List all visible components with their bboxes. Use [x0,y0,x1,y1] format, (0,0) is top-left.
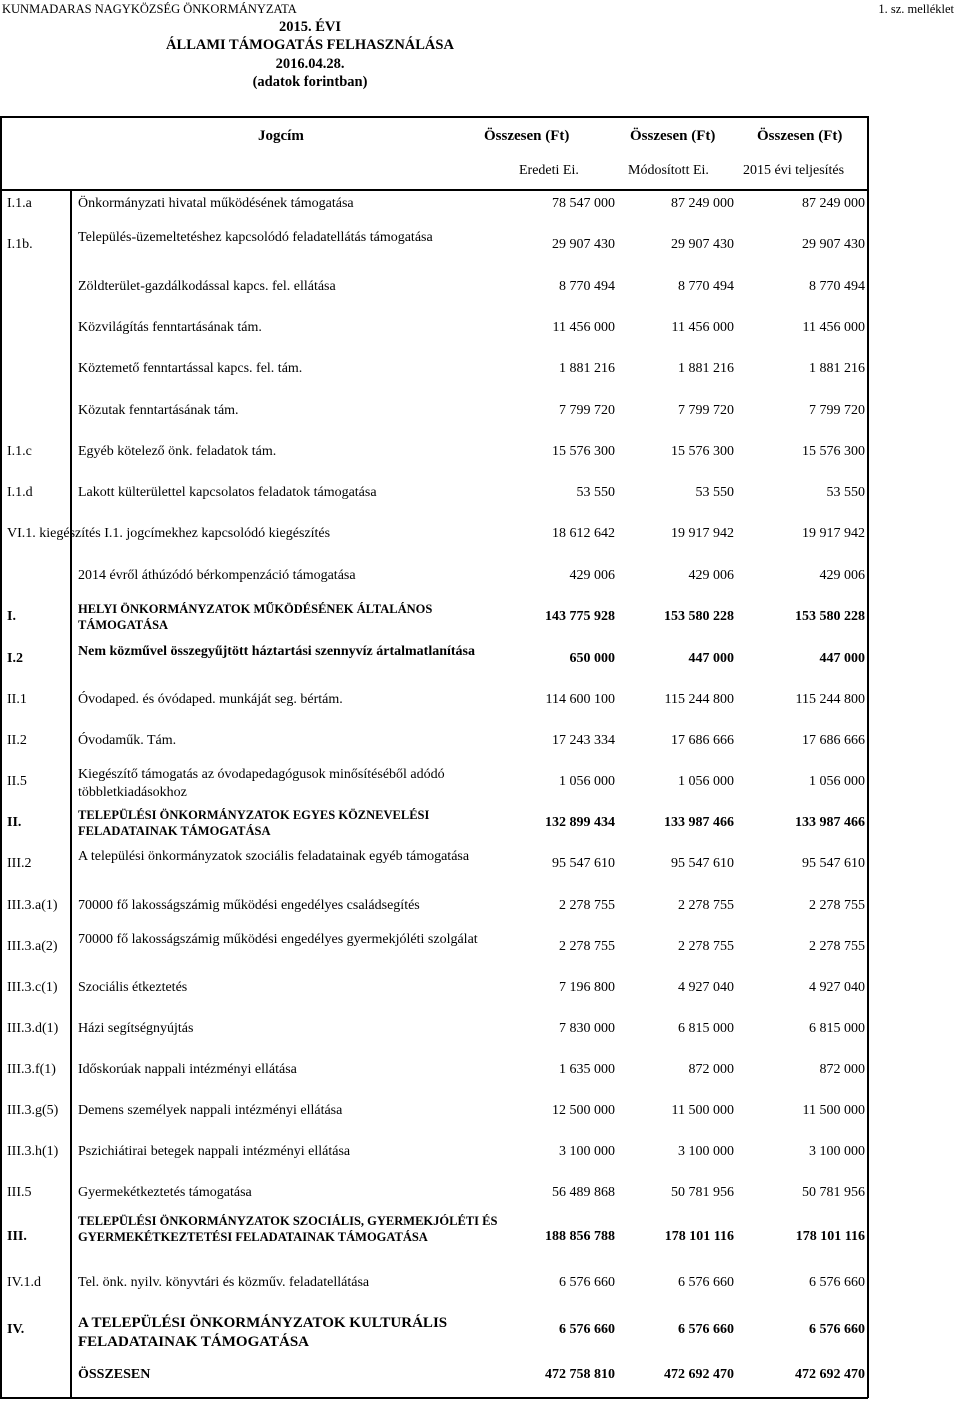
table-top-border [0,116,868,118]
row-value-v2: 6 576 660 [678,1275,734,1290]
row-value-v2: 1 881 216 [678,361,734,376]
row-name: Nem közművel összegyűjtött háztartási szennyvíz ártalmatlanítása [78,644,475,659]
row-value-v2: 178 101 116 [664,1229,734,1244]
row-code: I.2 [7,651,23,666]
row-code: III.3.d(1) [7,1021,59,1036]
row-value-v1: 132 899 434 [545,815,615,830]
row-name: Pszichiátirai betegek nappali intézményi ellátása [78,1144,351,1159]
row-value-v3: 178 101 116 [795,1229,865,1244]
row-name: Óvodaped. és óvódaped. munkáját seg. bértám. [78,692,343,707]
row-code: III.3.c(1) [7,980,58,995]
row-name: TELEPÜLÉSI ÖNKORMÁNYZATOK SZOCIÁLIS, GYERMEKJÓLÉTI ÉS GYERMEKÉTKEZTETÉSI FELADATAINAK TÁMOGATÁSA [78,1214,498,1244]
title-line-1: 2015. ÉVI [278,19,342,35]
row-code: I.1b. [7,237,33,252]
row-name: Település-üzemeltetéshez kapcsolódó feladatellátás támogatása [78,230,433,245]
row-value-v2: 4 927 040 [678,980,734,995]
row-code: III.3.f(1) [7,1062,56,1077]
row-value-v2: 429 006 [688,568,734,583]
table-left-border [0,116,2,1398]
row-value-v3: 6 576 660 [809,1322,865,1337]
row-code: III.3.a(1) [7,898,58,913]
row-value-v3: 6 815 000 [809,1021,865,1036]
row-code: IV.1.d [7,1275,41,1290]
row-value-v3: 133 987 466 [795,815,865,830]
row-value-v1: 53 550 [576,485,615,500]
row-value-v2: 2 278 755 [678,939,734,954]
row-name: ÖSSZESEN [78,1367,151,1382]
row-name: Óvodaműk. Tám. [78,733,177,748]
row-value-v2: 17 686 666 [671,733,734,748]
row-value-v3: 17 686 666 [802,733,865,748]
row-code: III.3.g(5) [7,1103,59,1118]
row-value-v2: 153 580 228 [664,609,734,624]
row-value-v2: 133 987 466 [664,815,734,830]
row-value-v1: 95 547 610 [552,856,615,871]
row-value-v3: 872 000 [819,1062,865,1077]
row-code: III.3.h(1) [7,1144,59,1159]
row-name: Közutak fenntartásának tám. [78,403,239,418]
row-value-v3: 2 278 755 [809,898,865,913]
row-value-v1: 56 489 868 [552,1185,615,1200]
row-value-v1: 29 907 430 [552,237,615,252]
row-value-v1: 7 830 000 [559,1021,615,1036]
row-value-v2: 19 917 942 [671,526,734,541]
row-value-v1: 650 000 [569,651,615,666]
row-name: Házi segítségnyújtás [78,1021,194,1036]
row-value-v1: 114 600 100 [545,692,615,707]
row-value-v3: 2 278 755 [809,939,865,954]
row-value-v1: 188 856 788 [545,1229,615,1244]
row-code: I.1.d [7,485,33,500]
row-value-v1: 78 547 000 [552,196,615,211]
row-value-v1: 3 100 000 [559,1144,615,1159]
row-value-v1: 15 576 300 [552,444,615,459]
row-name: A TELEPÜLÉSI ÖNKORMÁNYZATOK KULTURÁLIS FELADATAINAK TÁMOGATÁSA [78,1315,448,1350]
row-code: III. [7,1229,27,1244]
row-name: Köztemető fenntartással kapcs. fel. tám. [78,361,303,376]
row-name: Tel. önk. nyilv. könyvtári és közműv. feladatellátása [78,1275,370,1290]
row-value-v1: 7 799 720 [559,403,615,418]
row-value-v2: 7 799 720 [678,403,734,418]
row-value-v1: 8 770 494 [559,279,615,294]
row-value-v3: 15 576 300 [802,444,865,459]
row-value-v2: 6 815 000 [678,1021,734,1036]
row-value-v3: 53 550 [826,485,865,500]
row-code: III.3.a(2) [7,939,58,954]
row-value-v2: 95 547 610 [671,856,734,871]
row-code: IV. [7,1322,25,1337]
row-value-v2: 447 000 [688,651,734,666]
row-value-v2: 87 249 000 [671,196,734,211]
row-value-v3: 115 244 800 [795,692,865,707]
row-value-v2: 6 576 660 [678,1322,734,1337]
table-right-border [867,116,869,1398]
row-value-v3: 3 100 000 [809,1144,865,1159]
row-code: III.2 [7,856,32,871]
row-value-v3: 87 249 000 [802,196,865,211]
row-value-v3: 472 692 470 [795,1367,865,1382]
row-code: I.1.c [7,444,32,459]
row-value-v1: 6 576 660 [559,1275,615,1290]
org-name: KUNMADARAS NAGYKÖZSÉG ÖNKORMÁNYZATA [2,2,297,16]
row-code: II.1 [7,692,27,707]
row-value-v2: 2 278 755 [678,898,734,913]
table-code-divider [70,190,72,1398]
row-name: Közvilágítás fenntartásának tám. [78,320,262,335]
row-value-v3: 429 006 [819,568,865,583]
col-header-modositott: Összesen (Ft) [630,128,716,144]
row-value-v1: 2 278 755 [559,898,615,913]
row-value-v3: 8 770 494 [809,279,865,294]
row-code: II. [7,815,22,830]
row-code: III.5 [7,1185,32,1200]
row-value-v2: 15 576 300 [671,444,734,459]
col-header-eredeti: Összesen (Ft) [484,128,570,144]
row-value-v1: 2 278 755 [559,939,615,954]
row-code: II.5 [7,774,27,789]
row-code: VI.1. kiegészítés I.1. jogcímekhez kapcsolódó kiegészítés [7,526,331,541]
row-value-v3: 50 781 956 [802,1185,865,1200]
row-name: Önkormányzati hivatal működésének támogatása [78,196,354,211]
row-value-v2: 11 500 000 [671,1103,734,1118]
row-value-v1: 18 612 642 [552,526,615,541]
row-value-v1: 429 006 [569,568,615,583]
row-value-v3: 6 576 660 [809,1275,865,1290]
row-value-v2: 8 770 494 [678,279,734,294]
col-sub-modositott: Módosított Ei. [628,163,709,178]
row-value-v3: 4 927 040 [809,980,865,995]
row-value-v1: 6 576 660 [559,1322,615,1337]
row-value-v3: 447 000 [819,651,865,666]
row-value-v2: 1 056 000 [678,774,734,789]
row-name: HELYI ÖNKORMÁNYZATOK MŰKÖDÉSÉNEK ÁLTALÁNOS TÁMOGATÁSA [78,602,433,632]
row-name: Időskorúak nappali intézményi ellátása [78,1062,297,1077]
row-value-v3: 1 881 216 [809,361,865,376]
row-name: Gyermekétkeztetés támogatása [78,1185,252,1200]
row-name: Demens személyek nappali intézményi ellátása [78,1103,343,1118]
col-sub-eredeti: Eredeti Ei. [519,163,579,178]
row-name: Szociális étkeztetés [78,980,188,995]
annex-label: 1. sz. melléklet [878,2,954,16]
row-value-v3: 1 056 000 [809,774,865,789]
row-name: 70000 fő lakosságszámig működési engedélyes családsegítés [78,898,420,913]
row-value-v3: 95 547 610 [802,856,865,871]
row-value-v2: 872 000 [688,1062,734,1077]
row-code: I.1.a [7,196,32,211]
row-value-v1: 472 758 810 [545,1367,615,1382]
row-value-v3: 11 456 000 [802,320,865,335]
row-value-v1: 11 456 000 [552,320,615,335]
title-line-4: (adatok forintban) [252,74,368,90]
row-value-v2: 50 781 956 [671,1185,734,1200]
title-line-3: 2016.04.28. [275,56,345,72]
col-header-teljesites: Összesen (Ft) [757,128,843,144]
row-value-v3: 11 500 000 [802,1103,865,1118]
row-name: Lakott külterülettel kapcsolatos feladatok támogatása [78,485,377,500]
row-value-v2: 115 244 800 [664,692,734,707]
row-value-v1: 1 881 216 [559,361,615,376]
row-value-v3: 7 799 720 [809,403,865,418]
row-name: TELEPÜLÉSI ÖNKORMÁNYZATOK EGYES KÖZNEVELÉSI FELADATAINAK TÁMOGATÁSA [78,808,430,838]
row-code: II.2 [7,733,27,748]
row-value-v3: 153 580 228 [795,609,865,624]
row-name: 2014 évről áthúzódó bérkompenzáció támogatása [78,568,356,583]
title-line-2: ÁLLAMI TÁMOGATÁS FELHASZNÁLÁSA [166,37,454,53]
col-sub-teljesites: 2015 évi teljesítés [743,163,845,178]
row-code: I. [7,609,16,624]
row-name: Egyéb kötelező önk. feladatok tám. [78,444,277,459]
table-bottom-border [0,1397,868,1399]
row-name: Kiegészítő támogatás az óvodapedagógusok minősítéséből adódó többletkiadásokhoz [78,767,445,800]
row-value-v2: 29 907 430 [671,237,734,252]
row-value-v2: 472 692 470 [664,1367,734,1382]
col-header-jogcim: Jogcím [258,128,304,144]
row-name: Zöldterület-gazdálkodással kapcs. fel. ellátása [78,279,336,294]
row-value-v1: 12 500 000 [552,1103,615,1118]
row-value-v3: 29 907 430 [802,237,865,252]
row-value-v2: 53 550 [695,485,734,500]
table-header-bottom [0,189,868,191]
row-value-v1: 17 243 334 [552,733,615,748]
row-value-v1: 7 196 800 [559,980,615,995]
row-value-v2: 3 100 000 [678,1144,734,1159]
row-name: 70000 fő lakosságszámig működési engedélyes gyermekjóléti szolgálat [78,932,478,947]
row-value-v1: 143 775 928 [545,609,615,624]
row-value-v3: 19 917 942 [802,526,865,541]
row-value-v1: 1 056 000 [559,774,615,789]
row-value-v2: 11 456 000 [671,320,734,335]
row-name: A települési önkormányzatok szociális feladatainak egyéb támogatása [78,849,470,864]
row-value-v1: 1 635 000 [559,1062,615,1077]
